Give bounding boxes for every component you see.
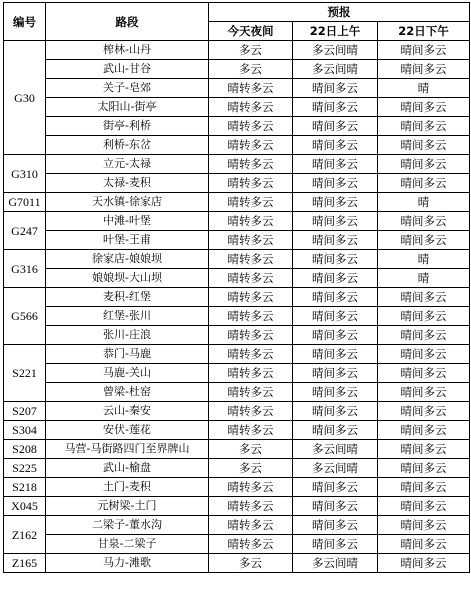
forecast-morning: 晴间多云	[293, 478, 378, 497]
header-row	[4, 3, 470, 22]
forecast-afternoon: 晴	[378, 193, 470, 212]
route-code: S221	[4, 345, 46, 402]
road-section: 元树梁-土门	[46, 497, 209, 516]
forecast-afternoon: 晴间多云	[378, 212, 470, 231]
road-section: 榨林-山丹	[46, 41, 209, 60]
road-section: 关子-皂郊	[46, 79, 209, 98]
route-code: S218	[4, 478, 46, 497]
table-row	[4, 41, 470, 60]
forecast-afternoon: 晴间多云	[378, 136, 470, 155]
table-row	[4, 231, 470, 250]
forecast-afternoon: 晴间多云	[378, 41, 470, 60]
road-section: 徐家店-娘娘坝	[46, 250, 209, 269]
forecast-morning: 晴间多云	[293, 497, 378, 516]
forecast-tonight: 晴转多云	[209, 478, 293, 497]
forecast-morning: 多云间晴	[293, 554, 378, 573]
header-section: 路段	[46, 3, 209, 41]
table-row	[4, 326, 470, 345]
forecast-morning: 多云间晴	[293, 459, 378, 478]
road-section: 立元-太禄	[46, 155, 209, 174]
forecast-afternoon: 晴	[378, 250, 470, 269]
forecast-tonight: 晴转多云	[209, 288, 293, 307]
table-row	[4, 402, 470, 421]
road-section: 马鹿-关山	[46, 364, 209, 383]
forecast-morning: 多云间晴	[293, 440, 378, 459]
table-header	[4, 3, 470, 41]
road-section: 曾梁-杜窑	[46, 383, 209, 402]
forecast-tonight: 晴转多云	[209, 402, 293, 421]
forecast-morning: 晴间多云	[293, 288, 378, 307]
forecast-afternoon: 晴间多云	[378, 117, 470, 136]
forecast-afternoon: 晴间多云	[378, 155, 470, 174]
forecast-table	[3, 2, 470, 573]
forecast-tonight: 晴转多云	[209, 535, 293, 554]
forecast-afternoon: 晴间多云	[378, 478, 470, 497]
table-row	[4, 440, 470, 459]
forecast-afternoon: 晴间多云	[378, 364, 470, 383]
route-code: Z162	[4, 516, 46, 554]
table-row	[4, 269, 470, 288]
road-section: 恭门-马鹿	[46, 345, 209, 364]
road-section: 太阳山-街亭	[46, 98, 209, 117]
forecast-morning: 晴间多云	[293, 421, 378, 440]
table-row	[4, 136, 470, 155]
forecast-afternoon: 晴间多云	[378, 60, 470, 79]
forecast-morning: 晴间多云	[293, 231, 378, 250]
road-section: 马力-滩歌	[46, 554, 209, 573]
forecast-tonight: 晴转多云	[209, 326, 293, 345]
table-row	[4, 250, 470, 269]
forecast-afternoon: 晴间多云	[378, 535, 470, 554]
table-row	[4, 478, 470, 497]
road-section: 甘泉-二梁子	[46, 535, 209, 554]
forecast-afternoon: 晴间多云	[378, 383, 470, 402]
forecast-tonight: 晴转多云	[209, 345, 293, 364]
forecast-tonight: 晴转多云	[209, 98, 293, 117]
forecast-tonight: 晴转多云	[209, 174, 293, 193]
forecast-afternoon: 晴间多云	[378, 326, 470, 345]
table-body	[4, 41, 470, 573]
forecast-morning: 晴间多云	[293, 212, 378, 231]
road-section: 中滩-叶堡	[46, 212, 209, 231]
table-row	[4, 212, 470, 231]
road-section: 马营-马街路四门至界牌山	[46, 440, 209, 459]
route-code: S225	[4, 459, 46, 478]
route-code: S207	[4, 402, 46, 421]
forecast-afternoon: 晴间多云	[378, 98, 470, 117]
forecast-morning: 晴间多云	[293, 402, 378, 421]
forecast-morning: 多云间晴	[293, 60, 378, 79]
forecast-afternoon: 晴间多云	[378, 497, 470, 516]
forecast-morning: 晴间多云	[293, 307, 378, 326]
forecast-afternoon: 晴	[378, 79, 470, 98]
road-section: 红堡-张川	[46, 307, 209, 326]
table-row	[4, 345, 470, 364]
forecast-tonight: 多云	[209, 41, 293, 60]
table-row	[4, 79, 470, 98]
road-section: 二梁子-董水沟	[46, 516, 209, 535]
forecast-tonight: 晴转多云	[209, 231, 293, 250]
road-section: 利桥-东岔	[46, 136, 209, 155]
forecast-afternoon: 晴间多云	[378, 231, 470, 250]
table-row	[4, 383, 470, 402]
header-afternoon: 22日下午	[378, 22, 470, 41]
forecast-morning: 多云间晴	[293, 41, 378, 60]
forecast-morning: 晴间多云	[293, 269, 378, 288]
route-code: G30	[4, 41, 46, 155]
forecast-afternoon: 晴间多云	[378, 421, 470, 440]
route-code: S304	[4, 421, 46, 440]
forecast-tonight: 多云	[209, 60, 293, 79]
forecast-tonight: 多云	[209, 554, 293, 573]
forecast-afternoon: 晴间多云	[378, 307, 470, 326]
table-row	[4, 554, 470, 573]
table-row	[4, 117, 470, 136]
table-row	[4, 60, 470, 79]
forecast-afternoon: 晴	[378, 269, 470, 288]
forecast-morning: 晴间多云	[293, 193, 378, 212]
header-morning: 22日上午	[293, 22, 378, 41]
road-section: 云山-秦安	[46, 402, 209, 421]
forecast-tonight: 晴转多云	[209, 212, 293, 231]
table-row	[4, 364, 470, 383]
forecast-tonight: 晴转多云	[209, 516, 293, 535]
road-section: 麦积-红堡	[46, 288, 209, 307]
forecast-afternoon: 晴间多云	[378, 459, 470, 478]
route-code: G310	[4, 155, 46, 193]
forecast-tonight: 晴转多云	[209, 250, 293, 269]
route-code: G316	[4, 250, 46, 288]
forecast-tonight: 晴转多云	[209, 307, 293, 326]
forecast-morning: 晴间多云	[293, 98, 378, 117]
table-row	[4, 459, 470, 478]
forecast-morning: 晴间多云	[293, 79, 378, 98]
forecast-tonight: 晴转多云	[209, 383, 293, 402]
route-code: G7011	[4, 193, 46, 212]
forecast-afternoon: 晴间多云	[378, 554, 470, 573]
forecast-morning: 晴间多云	[293, 345, 378, 364]
road-section: 张川-庄浪	[46, 326, 209, 345]
forecast-afternoon: 晴间多云	[378, 345, 470, 364]
table-row	[4, 421, 470, 440]
road-section: 娘娘坝-大山坝	[46, 269, 209, 288]
header-tonight: 今天夜间	[209, 22, 293, 41]
table-row	[4, 155, 470, 174]
forecast-tonight: 晴转多云	[209, 364, 293, 383]
forecast-tonight: 晴转多云	[209, 497, 293, 516]
forecast-morning: 晴间多云	[293, 174, 378, 193]
forecast-tonight: 多云	[209, 459, 293, 478]
table-row	[4, 535, 470, 554]
forecast-afternoon: 晴间多云	[378, 516, 470, 535]
forecast-tonight: 晴转多云	[209, 136, 293, 155]
route-code: G247	[4, 212, 46, 250]
forecast-morning: 晴间多云	[293, 136, 378, 155]
forecast-tonight: 晴转多云	[209, 269, 293, 288]
table-row	[4, 98, 470, 117]
road-section: 太禄-麦积	[46, 174, 209, 193]
forecast-morning: 晴间多云	[293, 155, 378, 174]
road-section: 武山-甘谷	[46, 60, 209, 79]
road-section: 武山-榆盘	[46, 459, 209, 478]
forecast-morning: 晴间多云	[293, 326, 378, 345]
header-forecast: 预报	[209, 3, 470, 22]
route-code: G566	[4, 288, 46, 345]
forecast-morning: 晴间多云	[293, 535, 378, 554]
forecast-tonight: 晴转多云	[209, 117, 293, 136]
forecast-tonight: 晴转多云	[209, 79, 293, 98]
route-code: S208	[4, 440, 46, 459]
forecast-tonight: 晴转多云	[209, 421, 293, 440]
road-section: 天水镇-徐家店	[46, 193, 209, 212]
forecast-morning: 晴间多云	[293, 117, 378, 136]
road-section: 安伏-莲花	[46, 421, 209, 440]
road-section: 街亭-利桥	[46, 117, 209, 136]
forecast-tonight: 多云	[209, 440, 293, 459]
forecast-tonight: 晴转多云	[209, 193, 293, 212]
forecast-afternoon: 晴间多云	[378, 288, 470, 307]
table-row	[4, 193, 470, 212]
road-section: 叶堡-王甫	[46, 231, 209, 250]
table-row	[4, 307, 470, 326]
road-section: 土门-麦积	[46, 478, 209, 497]
forecast-morning: 晴间多云	[293, 383, 378, 402]
table-row	[4, 497, 470, 516]
forecast-afternoon: 晴间多云	[378, 440, 470, 459]
forecast-morning: 晴间多云	[293, 364, 378, 383]
header-code: 编号	[4, 3, 46, 41]
route-code: X045	[4, 497, 46, 516]
table-row	[4, 288, 470, 307]
table-row	[4, 516, 470, 535]
forecast-morning: 晴间多云	[293, 250, 378, 269]
forecast-morning: 晴间多云	[293, 516, 378, 535]
forecast-afternoon: 晴间多云	[378, 174, 470, 193]
forecast-tonight: 晴转多云	[209, 155, 293, 174]
forecast-afternoon: 晴间多云	[378, 402, 470, 421]
table-row	[4, 174, 470, 193]
route-code: Z165	[4, 554, 46, 573]
